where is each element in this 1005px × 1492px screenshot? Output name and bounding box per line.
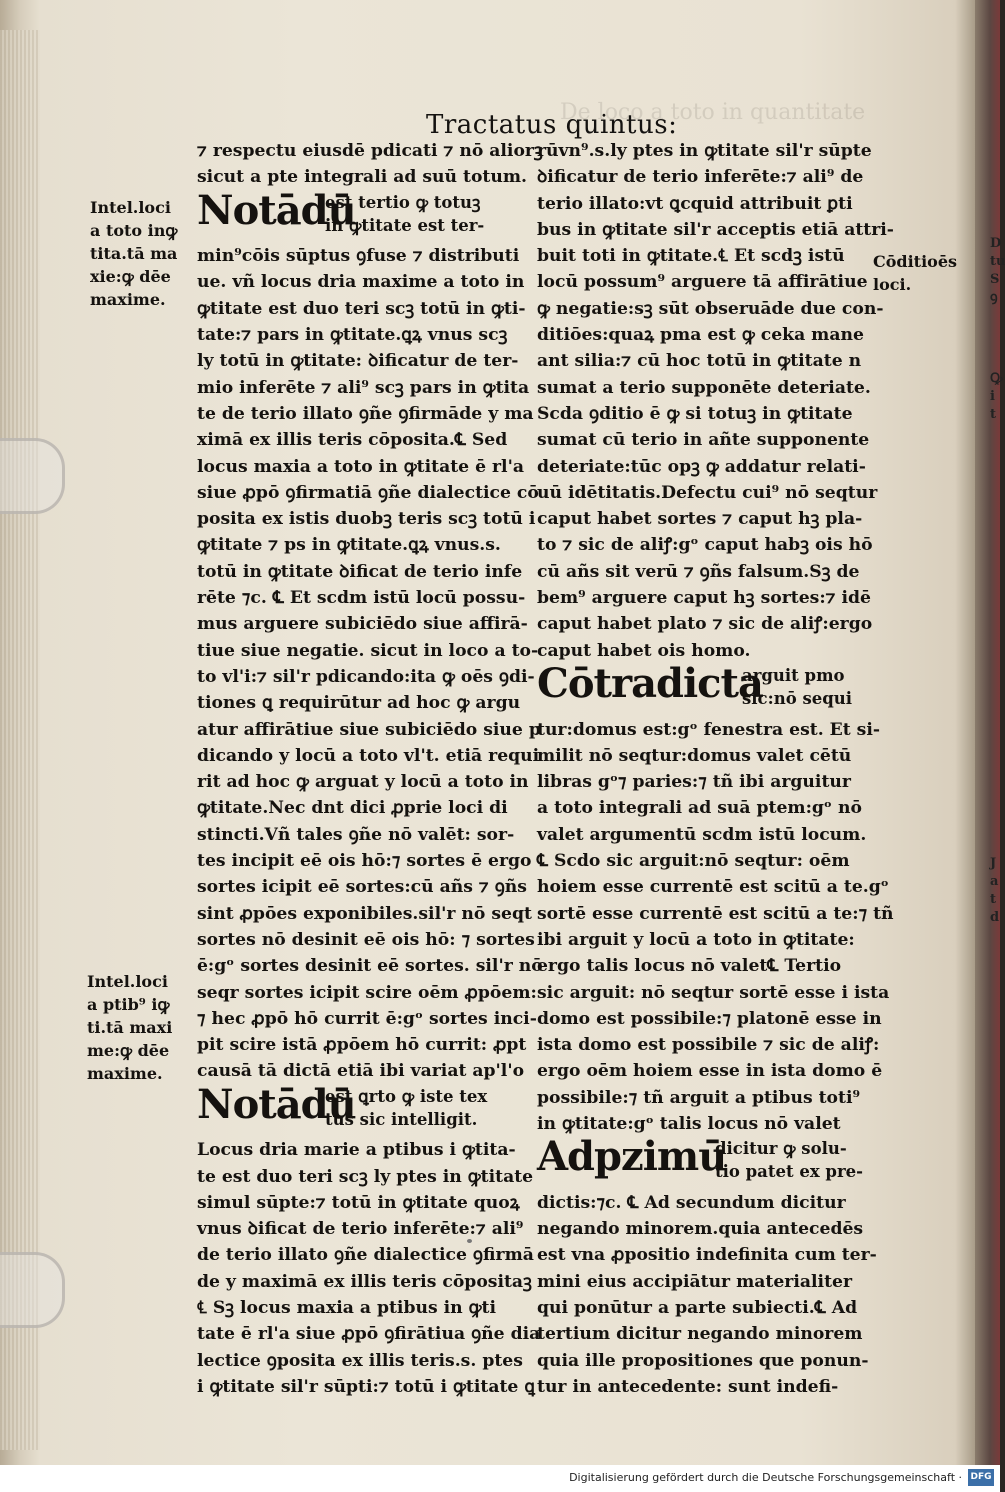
- text-line: ista domo est possibile ⁊ sic de aliꝭ:: [537, 1035, 880, 1056]
- text-line: siue ꝓpō ꝯfirmatiā ꝯñe dialectice cō: [197, 482, 539, 503]
- text-line: sicut a pte integrali ad suū totum.: [197, 167, 528, 188]
- text-line: te de terio illato ꝯñe ꝯfirmāde y ma: [197, 403, 534, 424]
- text-line: a toto integrali ad suā ptem:gᵒ nō: [537, 798, 862, 819]
- text-block: [537, 1190, 877, 1400]
- text-line: ⁊ respectu eiusdē pdicati ⁊ nō aliorꝫ: [197, 141, 543, 161]
- text-line: de terio illato ꝯñe dialectice ꝯfirmā: [197, 1245, 534, 1266]
- text-line: ꝙtitate est duo teri scꝫ totū in ꝙti-: [197, 298, 526, 319]
- text-line: valet argumentū scdm istū locum.: [537, 824, 867, 845]
- text-line: dictis:⁊c. ℄ Ad secundum dicitur: [537, 1192, 846, 1213]
- text-line: ꝙtitate ⁊ ps in ꝙtitate.ꝗꝝ vnus.s.: [197, 535, 501, 556]
- text-line: domo est possibile:⁊ platonē esse in: [537, 1008, 882, 1029]
- text-line: sortes icipit eē sortes:cū añs ⁊ ꝯñs: [197, 877, 527, 898]
- clip-icon: [0, 438, 65, 514]
- text-block: [197, 1137, 541, 1400]
- show-through-header: De loco a toto in quantitate: [560, 100, 866, 125]
- dfg-logo: DFG: [968, 1469, 994, 1486]
- text-line: hoiem esse currentē est scitū a te.gᵒ: [537, 877, 889, 898]
- text-line: milit nō seqtur:domus valet cētū: [537, 745, 852, 766]
- text-line: locū possum⁹ arguere tā affirātiue: [537, 272, 868, 293]
- text-line: ly totū in ꝙtitate: ꝺificatur de ter-: [197, 351, 519, 372]
- text-line: mio inferēte ⁊ ali⁹ scꝫ pars in ꝙtita: [197, 377, 530, 398]
- text-line: simul sūpte:⁊ totū in ꝙtitate quoꝝ: [197, 1192, 520, 1213]
- text-line: locus maxia a toto in ꝙtitate ē rl'a: [197, 456, 524, 477]
- display-word: Notādū: [197, 1080, 356, 1128]
- text-line: tur in antecedente: sunt indefi-: [537, 1376, 839, 1397]
- display-word: Notādū: [197, 186, 356, 234]
- text-line: sumat cū terio in añte supponente: [537, 430, 870, 451]
- text-line: est vna ꝓpositio indefinita cum ter-: [537, 1245, 877, 1266]
- text-line: buit toti in ꝙtitate.℄ Et scdꝫ istū: [537, 246, 845, 267]
- text-line: mini eius accipiātur materialiter: [537, 1271, 853, 1292]
- text-line: tiue siue negatie. sicut in loco a to-: [197, 640, 539, 661]
- text-line: dicando y locū a toto vl't. etiā requi: [197, 745, 540, 766]
- heading-continuation: arguit pmo sic:nō sequi: [742, 665, 853, 708]
- text-block: [537, 717, 894, 1138]
- binding-edge: [975, 0, 1003, 1465]
- text-line: posita ex istis duobꝫ teris scꝫ totū i: [197, 509, 536, 530]
- text-line: sortē esse currentē est scitū a te:⁊ tñ: [537, 903, 894, 924]
- text-line: ibi arguit y locū a toto in ꝙtitate:: [537, 929, 855, 950]
- text-line: caput habet plato ⁊ sic de aliꝭ:ergo: [537, 614, 873, 635]
- text-line: tur:domus est:gᵒ fenestra est. Et si-: [537, 719, 881, 740]
- text-line: tiones ꝗ requirūtur ad hoc ꝙ argu: [197, 693, 521, 714]
- text-line: te est duo teri scꝫ ly ptes in ꝙtitate: [197, 1166, 534, 1187]
- text-line: tertium dicitur negando minorem: [537, 1324, 863, 1345]
- text-line: pit scire istā ꝓpōem hō currit: ꝓpt: [197, 1035, 527, 1056]
- text-block: [537, 138, 894, 664]
- text-line: terio illato:vt ꝗcquid attribuit ꝑti: [537, 193, 853, 214]
- text-line: Locus dria marie a ptibus i ꝙtita-: [197, 1140, 516, 1161]
- text-line: possibile:⁊ tñ arguit a ptibus toti⁹: [537, 1087, 861, 1108]
- text-line: tate ē rl'a siue ꝓpō ꝯfirātiua ꝯñe dia: [197, 1324, 541, 1345]
- text-line: totū in ꝙtitate ꝺificat de terio infe: [197, 561, 523, 582]
- text-line: min⁹cōis sūptus ꝯfuse ⁊ distributi: [197, 246, 520, 267]
- initial-heading: [197, 1080, 527, 1138]
- text-line: i ꝙtitate sil'r sūpti:⁊ totū i ꝙtitate ꝗ: [197, 1376, 535, 1397]
- margin-note: Intel.loci a toto inꝙ tita.tā ma xie:ꝙ dēe maxime.: [90, 198, 178, 309]
- text-block: [197, 243, 543, 1085]
- text-line: deteriate:tūc opꝫ ꝙ addatur relati-: [537, 456, 866, 477]
- text-line: ue. vñ locus dria maxime a toto in: [197, 272, 525, 293]
- heading-continuation: est tertio ꝙ totuꝫ in ꝙtitate est ter-: [325, 192, 485, 235]
- text-line: rēte ⁊c. ℄ Et scdm istū locū possu-: [197, 588, 526, 609]
- text-line: ergo talis locus nō valet℄ Tertio: [537, 956, 842, 977]
- text-line: negando minorem.quia antecedēs: [537, 1219, 864, 1240]
- text-line: ℄ Sꝫ locus maxia a ptibus in ꝙti: [197, 1298, 497, 1319]
- text-line: in ꝙtitate:gᵒ talis locus nō valet: [537, 1113, 841, 1134]
- text-line: Scda ꝯditio ē ꝙ si totuꝫ in ꝙtitate: [537, 403, 853, 424]
- text-line: vnus ꝺificat de terio inferēte:⁊ ali⁹: [197, 1219, 524, 1240]
- text-line: sic arguit: nō seqtur sortē esse i ista: [537, 982, 890, 1003]
- text-line: quia ille propositiones que ponun-: [537, 1350, 869, 1371]
- text-line: rit ad hoc ꝙ arguat y locū a toto in: [197, 772, 529, 793]
- text-line: caput habet sortes ⁊ caput hꝫ pla-: [537, 509, 863, 530]
- text-line: to vl'i:⁊ sil'r pdicando:ita ꝙ oēs ꝯdi-: [197, 666, 535, 687]
- text-line: mus arguere subiciēdo siue affirā-: [197, 614, 528, 635]
- text-line: ꝙ negatie:sꝫ sūt obseruāde due con-: [537, 298, 884, 319]
- bleed-text-low: J a t d: [990, 856, 1000, 925]
- text-block: [197, 138, 543, 191]
- text-line: ditiōes:quaꝝ pma est ꝙ ceka mane: [537, 325, 864, 346]
- text-line: tes incipit eē ois hō:⁊ sortes ē ergo: [197, 851, 532, 872]
- heading-continuation: dicitur ꝙ solu- tio patet ex pre-: [715, 1139, 864, 1182]
- margin-note: Cōditioēs loci.: [873, 252, 957, 294]
- text-line: ē:gᵒ sortes desinit eē sortes. sil'r nō: [197, 956, 543, 977]
- bleed-text-mid: Ꝙ i t: [990, 371, 1003, 422]
- text-line: ergo oēm hoiem esse in ista domo ē: [537, 1061, 883, 1082]
- text-line: ant silia:⁊ cū hoc totū in ꝙtitate n: [537, 351, 862, 372]
- left-column: [197, 138, 543, 1400]
- heading-continuation: est ꝗrto ꝙ iste tex tus sic intelligit.: [325, 1086, 488, 1129]
- text-line: atur affirātiue siue subiciēdo siue p: [197, 719, 541, 740]
- display-word: Cōtradicta: [537, 659, 763, 707]
- page-title: Tractatus quintus:: [426, 110, 678, 140]
- text-line: sumat a terio supponēte deteriate.: [537, 377, 871, 398]
- initial-heading: [537, 659, 872, 717]
- right-column: [537, 138, 894, 1400]
- page-edges: [0, 30, 40, 1450]
- display-word: Adpzimū: [537, 1133, 727, 1181]
- funding-credit: Digitalisierung gefördert durch die Deutsche Forschungsgemeinschaft ·: [569, 1471, 962, 1484]
- text-line: seqr sortes icipit scire oēm ꝓpōem:: [197, 982, 537, 1003]
- text-line: ꝺificatur de terio inferēte:⁊ ali⁹ de: [537, 167, 864, 188]
- text-line: ximā ex illis teris cōposita.℄ Sed: [197, 430, 508, 451]
- text-line: de y maximā ex illis teris cōpositaꝫ: [197, 1271, 532, 1292]
- text-line: ℄ Scdo sic arguit:nō seqtur: oēm: [537, 851, 850, 872]
- clip-icon: [0, 1252, 65, 1328]
- text-line: to ⁊ sic de aliꝭ:gᵒ caput habꝫ ois hō: [537, 535, 873, 556]
- bleed-text-top: D tu S ꝯ: [990, 236, 1005, 305]
- text-line: sortes nō desinit eē ois hō: ⁊ sortes: [197, 929, 535, 950]
- text-line: ꝙtitate.Nec dnt dici ꝓprie loci di: [197, 798, 508, 819]
- text-line: bem⁹ arguere caput hꝫ sortes:⁊ idē: [537, 588, 871, 609]
- ink-speck: [467, 1239, 472, 1243]
- text-line: rūvn⁹.s.ly ptes in ꝙtitate sil'r sūpte: [537, 141, 872, 161]
- margin-note: Intel.loci a ptib⁹ iꝙ ti.tā maxi me:ꝙ dēe maxime.: [87, 972, 173, 1083]
- text-line: sint ꝓpōes exponibiles.sil'r nō seqt: [197, 903, 532, 924]
- text-line: tate:⁊ pars in ꝙtitate.ꝗꝝ vnus scꝫ: [197, 325, 508, 346]
- text-line: cū añs sit verū ⁊ ꝯñs falsum.Sꝫ de: [537, 561, 860, 582]
- text-line: caput habet ois homo.: [537, 640, 751, 661]
- text-line: bus in ꝙtitate sil'r acceptis etiā attri-: [537, 219, 894, 240]
- text-line: uū idētitatis.Defectu cui⁹ nō seqtur: [537, 482, 878, 503]
- text-line: qui ponūtur a parte subiecti.℄ Ad: [537, 1298, 858, 1319]
- text-line: libras gᵒ⁊ paries:⁊ tñ ibi arguitur: [537, 772, 851, 793]
- text-line: causā tā dictā etiā ibi variat ap'l'o: [197, 1061, 525, 1082]
- text-line: ⁊ hec ꝓpō hō currit ē:gᵒ sortes inci-: [197, 1008, 537, 1029]
- text-line: stincti.Vñ tales ꝯñe nō valēt: sor-: [197, 824, 515, 845]
- text-line: lectice ꝯposita ex illis teris.s. ptes: [197, 1350, 523, 1371]
- initial-heading: [537, 1133, 872, 1190]
- initial-heading: [197, 186, 527, 244]
- footer-bar: [0, 1465, 1000, 1492]
